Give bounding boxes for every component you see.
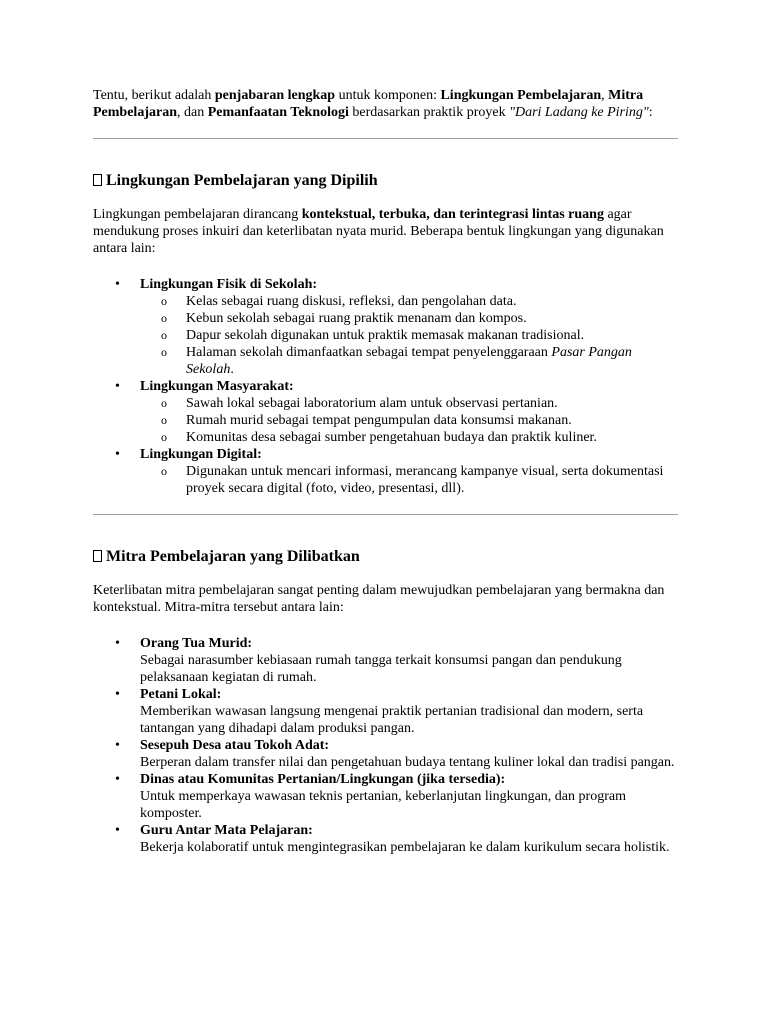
paragraph-text: agar mendukung proses inkuiri dan keterlibatan nyata murid. Beberapa bentuk lingkungan yang digunakan antara lain: <box>93 207 664 256</box>
list-item-title: Dinas atau Komunitas Pertanian/Lingkungan (jika tersedia): <box>140 772 506 787</box>
sub-list-item <box>140 344 678 378</box>
intro-bold: Pemanfaatan Teknologi <box>207 105 349 120</box>
sub-bullet: o <box>161 311 167 325</box>
intro-text: berdasarkan praktik proyek <box>348 105 510 120</box>
divider <box>93 138 678 139</box>
sub-list-text: Dapur sekolah digunakan untuk praktik memasak makanan tradisional. <box>186 328 585 343</box>
list-item-title: Guru Antar Mata Pelajaran: <box>140 823 313 838</box>
sub-list-text: Kelas sebagai ruang diskusi, refleksi, dan pengolahan data. <box>186 294 517 309</box>
list-item <box>93 737 678 771</box>
list-item <box>93 635 678 686</box>
intro-bold: penjabaran lengkap <box>214 88 336 103</box>
list-item-desc: Berperan dalam transfer nilai dan pengetahuan budaya tentang kuliner lokal dan tradisi pangan. <box>140 755 675 770</box>
intro-text: , <box>601 88 609 103</box>
intro-text: Tentu, berikut adalah <box>93 88 215 103</box>
intro-text: untuk komponen: <box>335 88 441 103</box>
intro-bold: Lingkungan Pembelajaran <box>440 88 602 103</box>
sub-bullet: o <box>161 345 167 359</box>
bullet: • <box>115 687 120 702</box>
intro-bold: Mitra Pembelajaran <box>93 88 644 120</box>
sub-bullet: o <box>161 413 167 427</box>
bullet: • <box>115 772 120 787</box>
section1-heading-text: Lingkungan Pembelajaran yang Dipilih <box>106 172 378 189</box>
sub-list-text: Rumah murid sebagai tempat pengumpulan data konsumsi makanan. <box>186 413 572 428</box>
sub-list-item <box>140 293 678 310</box>
divider <box>93 514 678 515</box>
sub-list-italic: Pasar Pangan Sekolah <box>186 345 632 377</box>
sub-list-text: Kebun sekolah sebagai ruang praktik menanam dan kompos. <box>186 311 527 326</box>
sub-list-text: Komunitas desa sebagai sumber pengetahuan budaya dan praktik kuliner. <box>186 430 597 445</box>
bullet: • <box>115 379 120 394</box>
intro-text: , dan <box>176 105 208 120</box>
list-item-title: Orang Tua Murid: <box>140 636 253 651</box>
placeholder-glyph-icon <box>93 174 102 186</box>
sub-bullet: o <box>161 430 167 444</box>
sub-list <box>140 395 678 446</box>
bullet: • <box>115 823 120 838</box>
list-item-title: Petani Lokal: <box>140 687 222 702</box>
section1-paragraph <box>93 206 678 257</box>
list-item <box>93 378 678 446</box>
list-item <box>93 686 678 737</box>
list-item-title: Sesepuh Desa atau Tokoh Adat: <box>140 738 330 753</box>
list-item-title: Lingkungan Masyarakat: <box>140 379 294 394</box>
section2-heading-text: Mitra Pembelajaran yang Dilibatkan <box>106 548 360 565</box>
sub-list-item <box>140 395 678 412</box>
sub-list-text: Digunakan untuk mencari informasi, merancang kampanye visual, serta dokumentasi proyek secara digital (foto, video, presentasi, dll). <box>186 464 664 496</box>
list-item-desc: Memberikan wawasan langsung mengenai praktik pertanian tradisional dan modern, serta tantangan yang dihadapi dalam produksi pangan. <box>140 704 644 736</box>
list-item-desc: Sebagai narasumber kebiasaan rumah tangga terkait konsumsi pangan dan pendukung pelaksanaan kegiatan di rumah. <box>140 653 622 685</box>
list-item <box>93 822 678 856</box>
bullet: • <box>115 738 120 753</box>
section2-heading <box>93 547 678 567</box>
list-item-title: Lingkungan Digital: <box>140 447 262 462</box>
placeholder-glyph-icon <box>93 550 102 562</box>
sub-list <box>140 463 678 497</box>
sub-list-text: Halaman sekolah dimanfaatkan sebagai tempat penyelenggaraan <box>186 345 552 360</box>
sub-bullet: o <box>161 328 167 342</box>
list-item-desc: Untuk memperkaya wawasan teknis pertanian, keberlanjutan lingkungan, dan program komposter. <box>140 789 626 821</box>
list-item <box>93 276 678 378</box>
paragraph-bold: kontekstual, terbuka, dan terintegrasi lintas ruang <box>301 207 604 222</box>
sub-bullet: o <box>161 464 167 478</box>
sub-list-item <box>140 429 678 446</box>
sub-list <box>140 293 678 378</box>
list-item <box>93 771 678 822</box>
environment-list <box>93 276 678 497</box>
intro-paragraph <box>93 87 678 121</box>
list-item <box>93 446 678 497</box>
sub-list-item <box>140 327 678 344</box>
intro-italic: "Dari Ladang ke Piring" <box>509 105 649 120</box>
intro-text: : <box>648 105 653 120</box>
sub-bullet: o <box>161 396 167 410</box>
list-item-title: Lingkungan Fisik di Sekolah: <box>140 277 318 292</box>
document-content <box>93 87 678 856</box>
section2-paragraph: Keterlibatan mitra pembelajaran sangat penting dalam mewujudkan pembelajaran yang bermakna dan kontekstual. Mitra-mitra tersebut antara lain: <box>93 583 665 615</box>
sub-list-item <box>140 310 678 327</box>
paragraph-text: Lingkungan pembelajaran dirancang <box>93 207 302 222</box>
sub-bullet: o <box>161 294 167 308</box>
sub-list-text: . <box>230 362 234 377</box>
bullet: • <box>115 447 120 462</box>
sub-list-text: Sawah lokal sebagai laboratorium alam untuk observasi pertanian. <box>186 396 558 411</box>
bullet: • <box>115 636 120 651</box>
partner-list <box>93 635 678 856</box>
sub-list-item <box>140 412 678 429</box>
list-item-desc: Bekerja kolaboratif untuk mengintegrasikan pembelajaran ke dalam kurikulum secara holistik. <box>140 840 670 855</box>
section1-heading <box>93 171 678 191</box>
sub-list-item <box>140 463 678 497</box>
bullet: • <box>115 277 120 292</box>
